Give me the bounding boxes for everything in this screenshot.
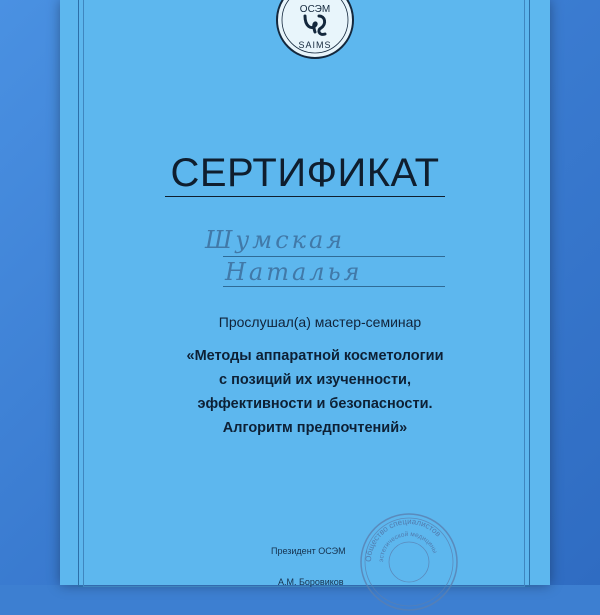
- stamp-outer-text: Общество специалистов: [363, 516, 443, 563]
- president-name: А.М. Боровиков: [278, 577, 344, 587]
- logo-top-text: ОСЭМ: [299, 4, 331, 15]
- attended-label: Прослушал(а) мастер-семинар: [218, 314, 422, 330]
- recipient-first-name: Наталья: [225, 258, 363, 286]
- course-line: Алгоритм предпочтений»: [222, 420, 408, 436]
- svg-text:эстетической медицины: [378, 530, 439, 562]
- course-line: с позиций их изученности,: [218, 372, 411, 388]
- name-line-1: [223, 256, 445, 257]
- course-line: «Методы аппаратной косметологии: [186, 348, 444, 364]
- stamp-inner-text: эстетической медицины: [377, 530, 439, 563]
- logo-bottom-text: SAIMS: [298, 40, 332, 50]
- name-line-2: [223, 286, 445, 287]
- round-stamp-icon: [357, 510, 462, 615]
- recipient-surname: Шумская: [205, 226, 346, 254]
- course-line: эффективности и безопасности.: [197, 396, 433, 412]
- certificate-title: СЕРТИФИКАТ: [170, 151, 440, 195]
- title-rule: [165, 196, 445, 197]
- saims-logo-icon: [275, 0, 355, 60]
- course-title: [170, 344, 460, 440]
- border-inner: [83, 0, 525, 587]
- president-label: Президент ОСЭМ: [271, 546, 346, 556]
- svg-text:Общество специалистов: [364, 517, 443, 562]
- certificate-sheet: [60, 0, 550, 585]
